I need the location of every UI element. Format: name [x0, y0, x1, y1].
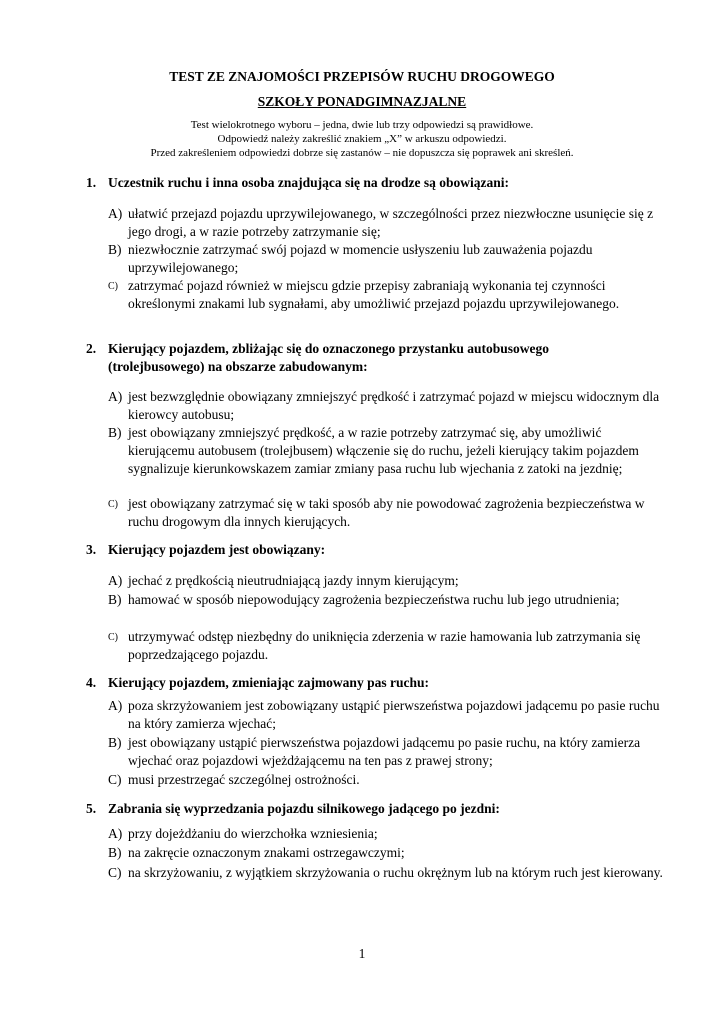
option-text: jechać z prędkością nieutrudniającą jazdy innym kierującym;: [128, 573, 459, 588]
answer-option: [108, 734, 668, 770]
answer-option: [108, 697, 668, 733]
question-3: [86, 541, 646, 559]
answer-option: [108, 628, 668, 664]
question-number: 3.: [86, 542, 97, 557]
question-number: 1.: [86, 175, 97, 190]
question-text: Zabrania się wyprzedzania pojazdu silnikowego jadącego po jezdni:: [108, 801, 500, 816]
option-letter: B): [108, 592, 122, 607]
instruction-line: Odpowiedź należy zakreślić znakiem „X” w arkuszu odpowiedzi.: [217, 133, 507, 145]
option-text: jest obowiązany ustąpić pierwszeństwa pojazdowi jadącemu po pasie ruchu, na który zamierza wjechać oraz pojazdowi wjeżdżającemu na ten pas z prawej strony;: [128, 735, 641, 768]
option-letter: C): [108, 499, 118, 510]
option-text: musi przestrzegać szczególnej ostrożności.: [128, 772, 360, 787]
answer-option: [108, 864, 668, 882]
option-text: utrzymywać odstęp niezbędny do uniknięcia zderzenia w razie hamowania lub zatrzymania się poprzedzającego pojazdu.: [128, 629, 641, 662]
question-2: [86, 340, 646, 376]
option-letter: B): [108, 425, 122, 440]
option-letter: A): [108, 206, 123, 221]
answer-option: [108, 771, 668, 789]
option-letter: A): [108, 389, 123, 404]
option-letter: A): [108, 573, 123, 588]
instruction-line: Przed zakreśleniem odpowiedzi dobrze się zastanów – nie dopuszcza się poprawek ani skreśleń.: [150, 147, 574, 159]
answer-option: [108, 572, 668, 590]
option-text: zatrzymać pojazd również w miejscu gdzie przepisy zabraniają wykonania tej czynności określonymi znakami lub sygnałami, aby umożliwić przejazd pojazdu uprzywilejowanego.: [128, 278, 620, 311]
option-text: hamować w sposób niepowodujący zagrożenia bezpieczeństwa ruchu lub jego utrudnienia;: [128, 592, 620, 607]
option-letter: A): [108, 698, 123, 713]
question-text: Uczestnik ruchu i inna osoba znajdująca się na drodze są obowiązani:: [108, 175, 510, 190]
question-number: 4.: [86, 675, 97, 690]
option-text: jest obowiązany zatrzymać się w taki sposób aby nie powodować zagrożenia bezpieczeństwa w ruchu drogowym dla innych kierujących.: [128, 496, 645, 529]
option-letter: C): [108, 281, 118, 292]
document-subtitle: SZKOŁY PONADGIMNAZJALNE: [257, 94, 467, 109]
question-1: [86, 174, 646, 192]
question-text: Kierujący pojazdem jest obowiązany:: [108, 542, 326, 557]
answer-option: [108, 241, 668, 277]
answer-option: [108, 825, 668, 843]
option-letter: B): [108, 845, 122, 860]
question-text: Kierujący pojazdem, zbliżając się do oznaczonego przystanku autobusowego (trolejbusowego) na obszarze zabudowanym:: [108, 341, 549, 374]
question-4: [86, 674, 646, 692]
answer-option: [108, 591, 668, 609]
option-letter: A): [108, 826, 123, 841]
instruction-line: Test wielokrotnego wyboru – jedna, dwie lub trzy odpowiedzi są prawidłowe.: [190, 119, 534, 131]
option-text: przy dojeżdżaniu do wierzchołka wzniesienia;: [128, 826, 378, 841]
answer-option: [108, 205, 668, 241]
option-letter: B): [108, 242, 122, 257]
document-title: TEST ZE ZNAJOMOŚCI PRZEPISÓW RUCHU DROGOWEGO: [169, 69, 555, 84]
option-text: poza skrzyżowaniem jest zobowiązany ustąpić pierwszeństwa pojazdowi jadącemu po pasie ruchu na który zamierza wjechać;: [128, 698, 660, 731]
option-letter: C): [108, 865, 122, 880]
option-text: na skrzyżowaniu, z wyjątkiem skrzyżowania o ruchu okrężnym lub na którym ruch jest kierowany.: [128, 865, 663, 880]
question-number: 2.: [86, 341, 97, 356]
option-text: ułatwić przejazd pojazdu uprzywilejowanego, w szczególności przez niezwłoczne usunięcie się z jego drogi, a w razie potrzeby zatrzymanie się;: [128, 206, 654, 239]
answer-option: [108, 495, 668, 531]
option-text: jest obowiązany zmniejszyć prędkość, a w razie potrzeby zatrzymać się, aby umożliwić kierującemu autobusem (trolejbusem) włączenie się do ruchu, jeżeli kierujący takim pojazdem sygnalizuje kierunkowskazem zamiar zmiany pasa ruchu lub wjechania z zatoki na jezdnię;: [128, 425, 639, 476]
question-text: Kierujący pojazdem, zmieniając zajmowany pas ruchu:: [108, 675, 429, 690]
page-number: 1: [358, 946, 366, 961]
answer-option: [108, 424, 668, 478]
question-number: 5.: [86, 801, 97, 816]
option-text: niezwłocznie zatrzymać swój pojazd w momencie usłyszeniu lub zauważenia pojazdu uprzywilejowanego;: [128, 242, 593, 275]
option-letter: B): [108, 735, 122, 750]
answer-option: [108, 844, 668, 862]
question-5: [86, 800, 646, 818]
option-text: jest bezwzględnie obowiązany zmniejszyć prędkość i zatrzymać pojazd w miejscu widocznym dla kierowcy autobusu;: [128, 389, 660, 422]
answer-option: [108, 388, 668, 424]
answer-option: [108, 277, 668, 313]
option-text: na zakręcie oznaczonym znakami ostrzegawczymi;: [128, 845, 405, 860]
option-letter: C): [108, 632, 118, 643]
option-letter: C): [108, 772, 122, 787]
